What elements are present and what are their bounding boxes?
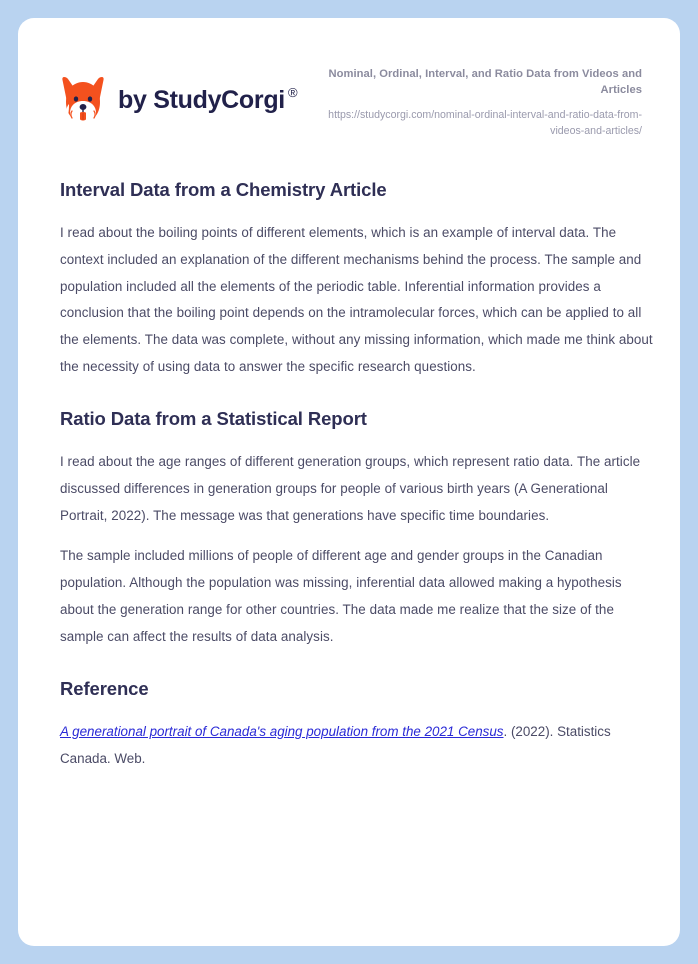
document-header (18, 18, 680, 140)
section-heading: Interval Data from a Chemistry Article (60, 179, 387, 200)
section-interval-data (60, 178, 656, 381)
reference-heading: Reference (60, 677, 149, 699)
brand-block (60, 74, 298, 126)
document-page (18, 18, 680, 946)
header-meta (312, 64, 642, 139)
document-content (60, 178, 656, 772)
section-heading: Ratio Data from a Statistical Report (60, 407, 367, 429)
reference-link[interactable]: A generational portrait of Canada's aging population from the 2021 Census (60, 723, 504, 739)
brand-wordmark (118, 84, 298, 114)
reference-citation-rest: . (2022). Statistics Canada. Web. (60, 723, 611, 766)
section-ratio-data (60, 407, 656, 651)
section-reference (60, 677, 656, 773)
reference-entry (60, 719, 656, 773)
paragraph: I read about the age ranges of different generation groups, which represent ratio data. The article discussed differences in generation groups for people of various birth years (A Generational Portrait, 2022). The message was that generations have specific time boundaries. (60, 453, 641, 523)
document-title: Nominal, Ordinal, Interval, and Ratio Data from Videos and Articles (328, 68, 642, 97)
registered-trademark-icon: ® (287, 84, 298, 100)
paragraph: The sample included millions of people of different age and gender groups in the Canadian population. Although the population was missing, inferential data allowed making a hypothesis about the generation range for other countries. The data made me realize that the size of the sample can affect the results of data analysis. (60, 548, 622, 644)
source-url: https://studycorgi.com/nominal-ordinal-interval-and-ratio-data-from-videos-and-articles/ (328, 109, 642, 137)
paragraph: I read about the boiling points of different elements, which is an example of interval data. The context included an explanation of the different mechanisms behind the process. The sample and population included all the elements of the periodic table. Inferential information provides a conclusion that the boiling point depends on the intramolecular forces, which can be applied to all the elements. The data was complete, without any missing information, which made me think about the necessity of using data to answer the specific research questions. (60, 225, 653, 375)
corgi-logo-icon (60, 74, 106, 126)
brand-name: by StudyCorgi (118, 85, 285, 114)
